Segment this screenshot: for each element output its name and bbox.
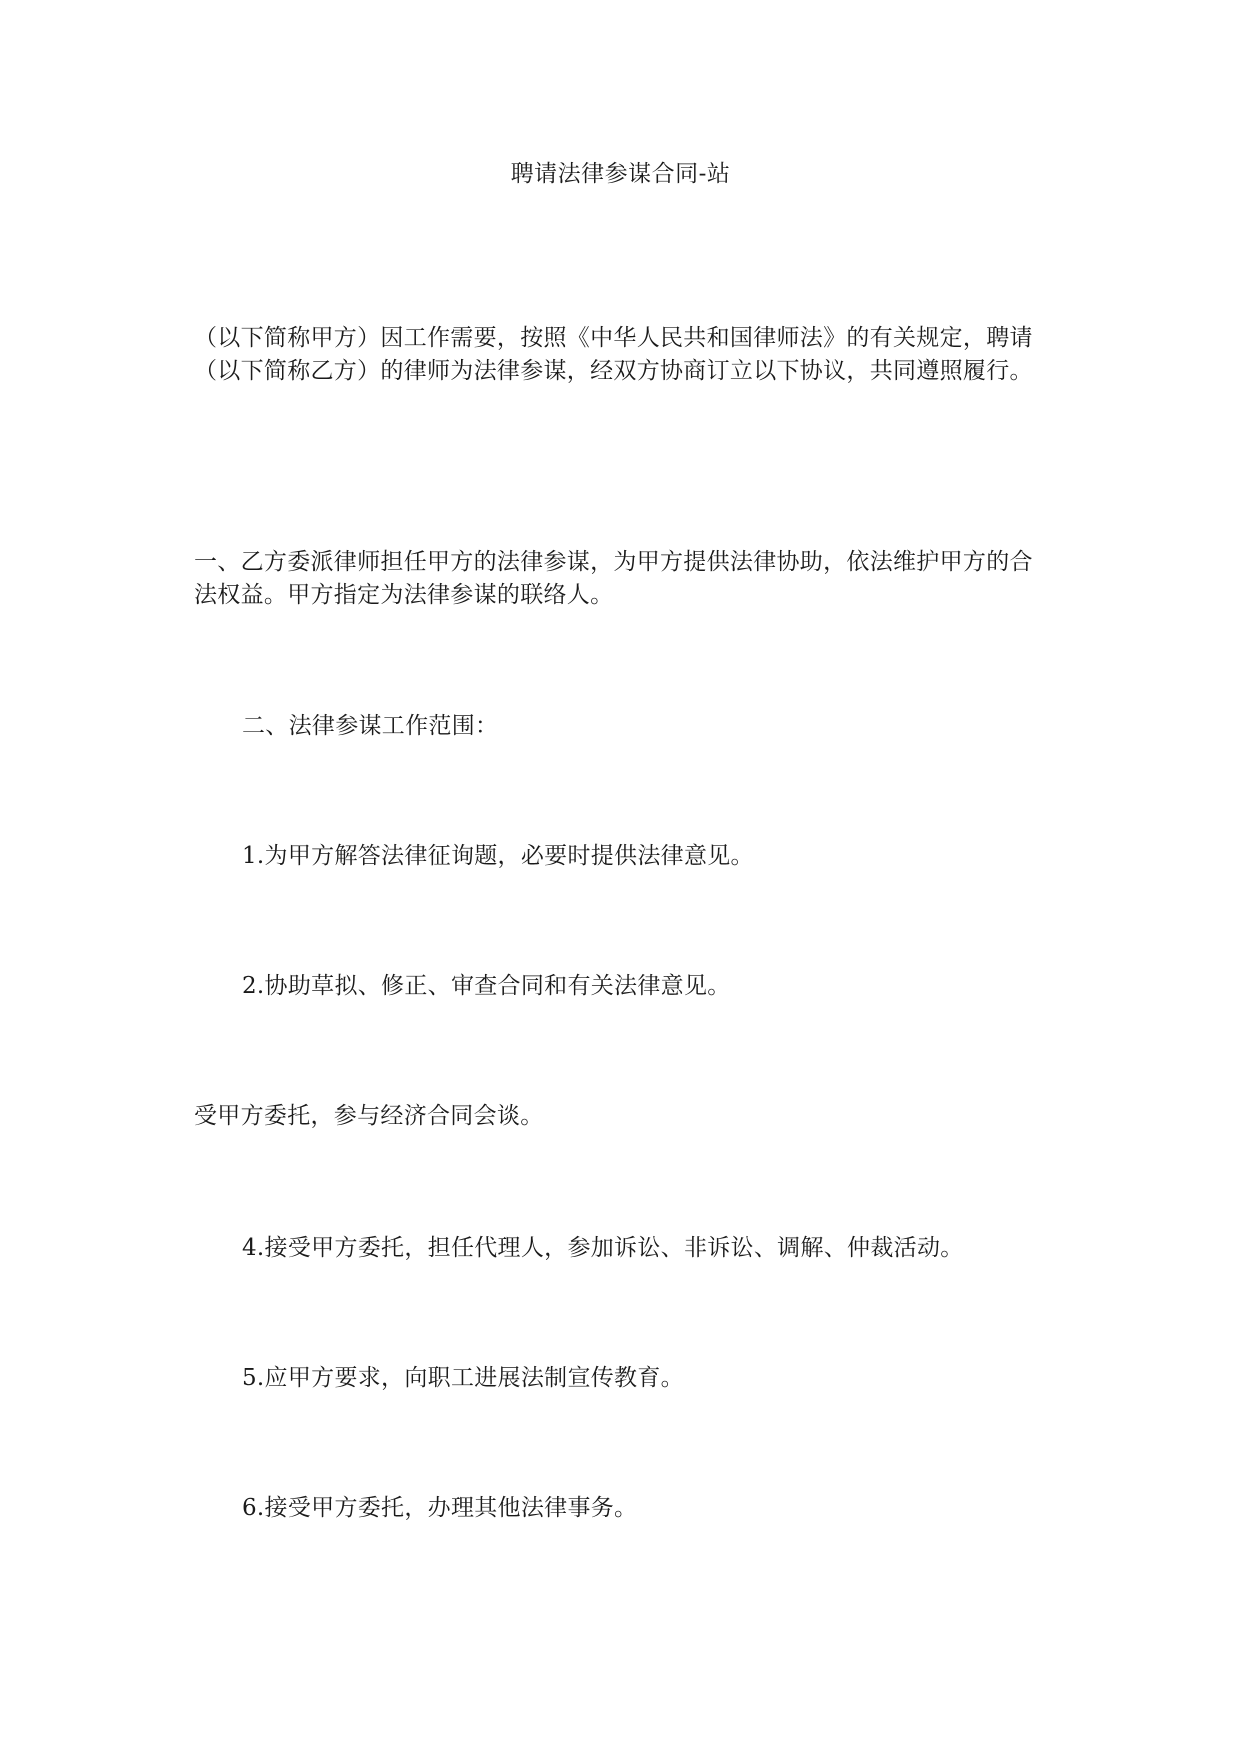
clause-one-paragraph: 一、乙方委派律师担任甲方的法律参谋，为甲方提供法律协助，依法维护甲方的合法权益。甲方指定为法律参谋的联络人。	[194, 549, 1033, 608]
scope-item-6: 6.接受甲方委托，办理其他法律事务。	[242, 1495, 638, 1521]
document-title: 聘请法律参谋合同-站	[510, 161, 731, 187]
scope-item-1: 1.为甲方解答法律征询题，必要时提供法律意见。	[242, 843, 754, 869]
scope-item-2: 2.协助草拟、修正、审查合同和有关法律意见。	[242, 973, 731, 999]
scope-item-3: 受甲方委托，参与经济合同会谈。	[194, 1103, 544, 1129]
scope-item-5: 5.应甲方要求，向职工进展法制宣传教育。	[242, 1365, 684, 1391]
clause-two-heading: 二、法律参谋工作范围：	[242, 713, 499, 739]
scope-item-4: 4.接受甲方委托，担任代理人，参加诉讼、非诉讼、调解、仲裁活动。	[242, 1235, 964, 1261]
intro-paragraph: （以下简称甲方）因工作需要，按照《中华人民共和国律师法》的有关规定，聘请（以下简称乙方）的律师为法律参谋，经双方协商订立以下协议，共同遵照履行。	[194, 325, 1033, 384]
